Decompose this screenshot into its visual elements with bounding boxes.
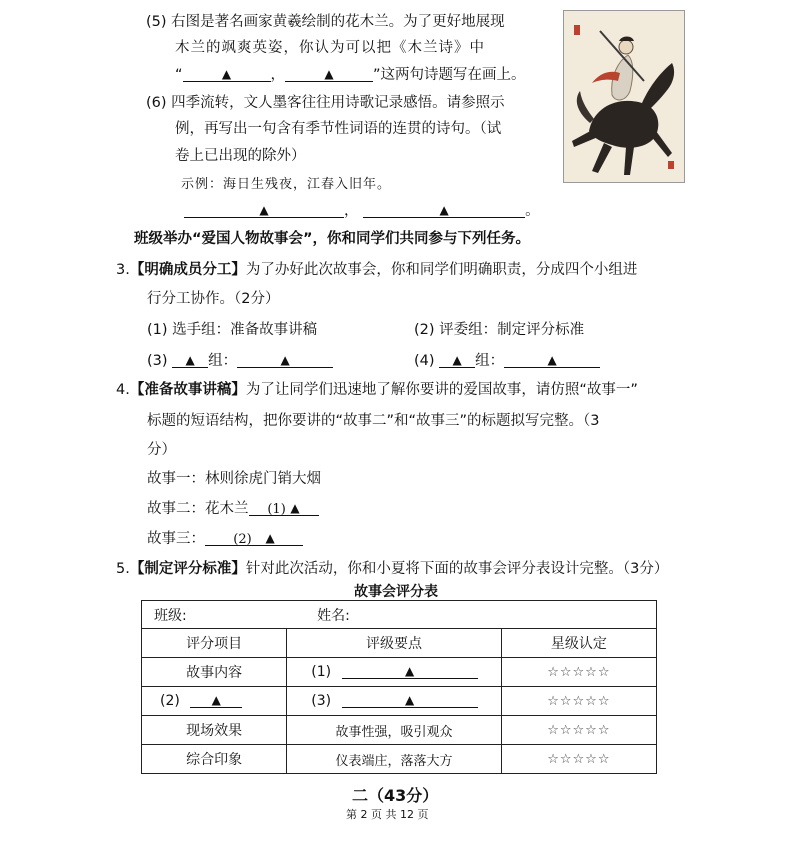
class-label: 班级: [154,607,187,624]
answer-blank[interactable]: ▲ [439,353,475,368]
answer-blank[interactable]: ▲ [190,693,242,708]
star-rating[interactable]: ☆☆☆☆☆ [501,716,656,745]
table-row: (2) ▲ (3) ▲ ☆☆☆☆☆ [142,687,657,716]
q3-line2: 行分工协作。（2分） [147,291,280,307]
q4-line3: 分） [147,442,176,458]
header-point: 评级要点 [287,629,501,658]
page-footer: 第 2 页 共 12 页 [346,808,429,821]
q4-story2: 故事二：花木兰 (1) ▲ [147,497,319,518]
header-stars: 星级认定 [501,629,656,658]
q4-line1: 4.【准备故事讲稿】为了让同学们迅速地了解你要讲的爱国故事，请仿照“故事一” [116,382,638,398]
answer-blank[interactable]: (1) ▲ [249,501,319,516]
q3-item4: (4) ▲ 组： ▲ [414,349,600,370]
q6-example: 示例：海日生残夜，江春入旧年。 [181,177,392,192]
q3-item1: (1) 选手组：准备故事讲稿 [147,322,318,338]
q5-line2: 木兰的飒爽英姿，你认为可以把《木兰诗》中 [175,40,485,56]
answer-blank[interactable]: ▲ [183,67,271,82]
row-item: 故事内容 [142,658,287,687]
star-rating[interactable]: ☆☆☆☆☆ [501,687,656,716]
section-intro: 班级举办“爱国人物故事会”，你和同学们共同参与下列任务。 [134,231,531,247]
scoring-table [141,600,657,774]
q6-answer-line: ▲ ， ▲ 。 [184,199,540,220]
row-point: 故事性强，吸引观众 [287,716,501,745]
table-row: 故事内容 (1) ▲ ☆☆☆☆☆ [142,658,657,687]
q4-story1: 故事一：林则徐虎门销大烟 [147,471,321,487]
q5-line1: (5) 右图是著名画家黄羲绘制的花木兰。为了更好地展现 [146,14,505,30]
mulan-painting-image [563,10,685,183]
answer-blank[interactable]: ▲ [172,353,208,368]
answer-blank[interactable]: ▲ [504,353,600,368]
table-row [142,601,657,629]
name-label: 姓名: [317,607,350,624]
table-header-row [142,629,657,658]
q3-line1: 3.【明确成员分工】为了办好此次故事会，你和同学们明确职责，分成四个小组进 [116,262,638,278]
q6-line2: 例，再写出一句含有季节性词语的连贯的诗句。（试 [175,121,502,137]
answer-blank[interactable]: ▲ [285,67,373,82]
q3-item3: (3) ▲ 组： ▲ [147,349,333,370]
header-item: 评分项目 [142,629,287,658]
answer-blank[interactable]: ▲ [237,353,333,368]
q5b-line: 5.【制定评分标准】针对此次活动，你和小夏将下面的故事会评分表设计完整。（3分） [116,561,669,577]
table-row [142,716,657,745]
answer-blank[interactable]: ▲ [184,203,344,218]
row-point: 仪表端庄，落落大方 [287,745,501,774]
table-row [142,745,657,774]
q4-story3: 故事三： (2) ▲ [147,527,303,548]
answer-blank[interactable]: ▲ [342,693,478,708]
q6-line1: (6) 四季流转，文人墨客往往用诗歌记录感悟。请参照示 [146,95,505,111]
star-rating[interactable]: ☆☆☆☆☆ [501,658,656,687]
section-heading: 二（43分） [352,786,439,805]
answer-blank[interactable]: (2) ▲ [205,531,303,546]
q5-line3: “ ▲ ， ▲ ”这两句诗题写在画上。 [175,67,526,83]
answer-blank[interactable]: ▲ [342,664,478,679]
row-item: 现场效果 [142,716,287,745]
q6-line3: 卷上已出现的除外） [175,148,306,164]
star-rating[interactable]: ☆☆☆☆☆ [501,745,656,774]
q4-line2: 标题的短语结构，把你要讲的“故事二”和“故事三”的标题拟写完整。（3 [147,413,600,429]
answer-blank[interactable]: ▲ [363,203,525,218]
table-title: 故事会评分表 [354,584,438,600]
row-item: 综合印象 [142,745,287,774]
q3-item2: (2) 评委组：制定评分标准 [414,322,585,338]
